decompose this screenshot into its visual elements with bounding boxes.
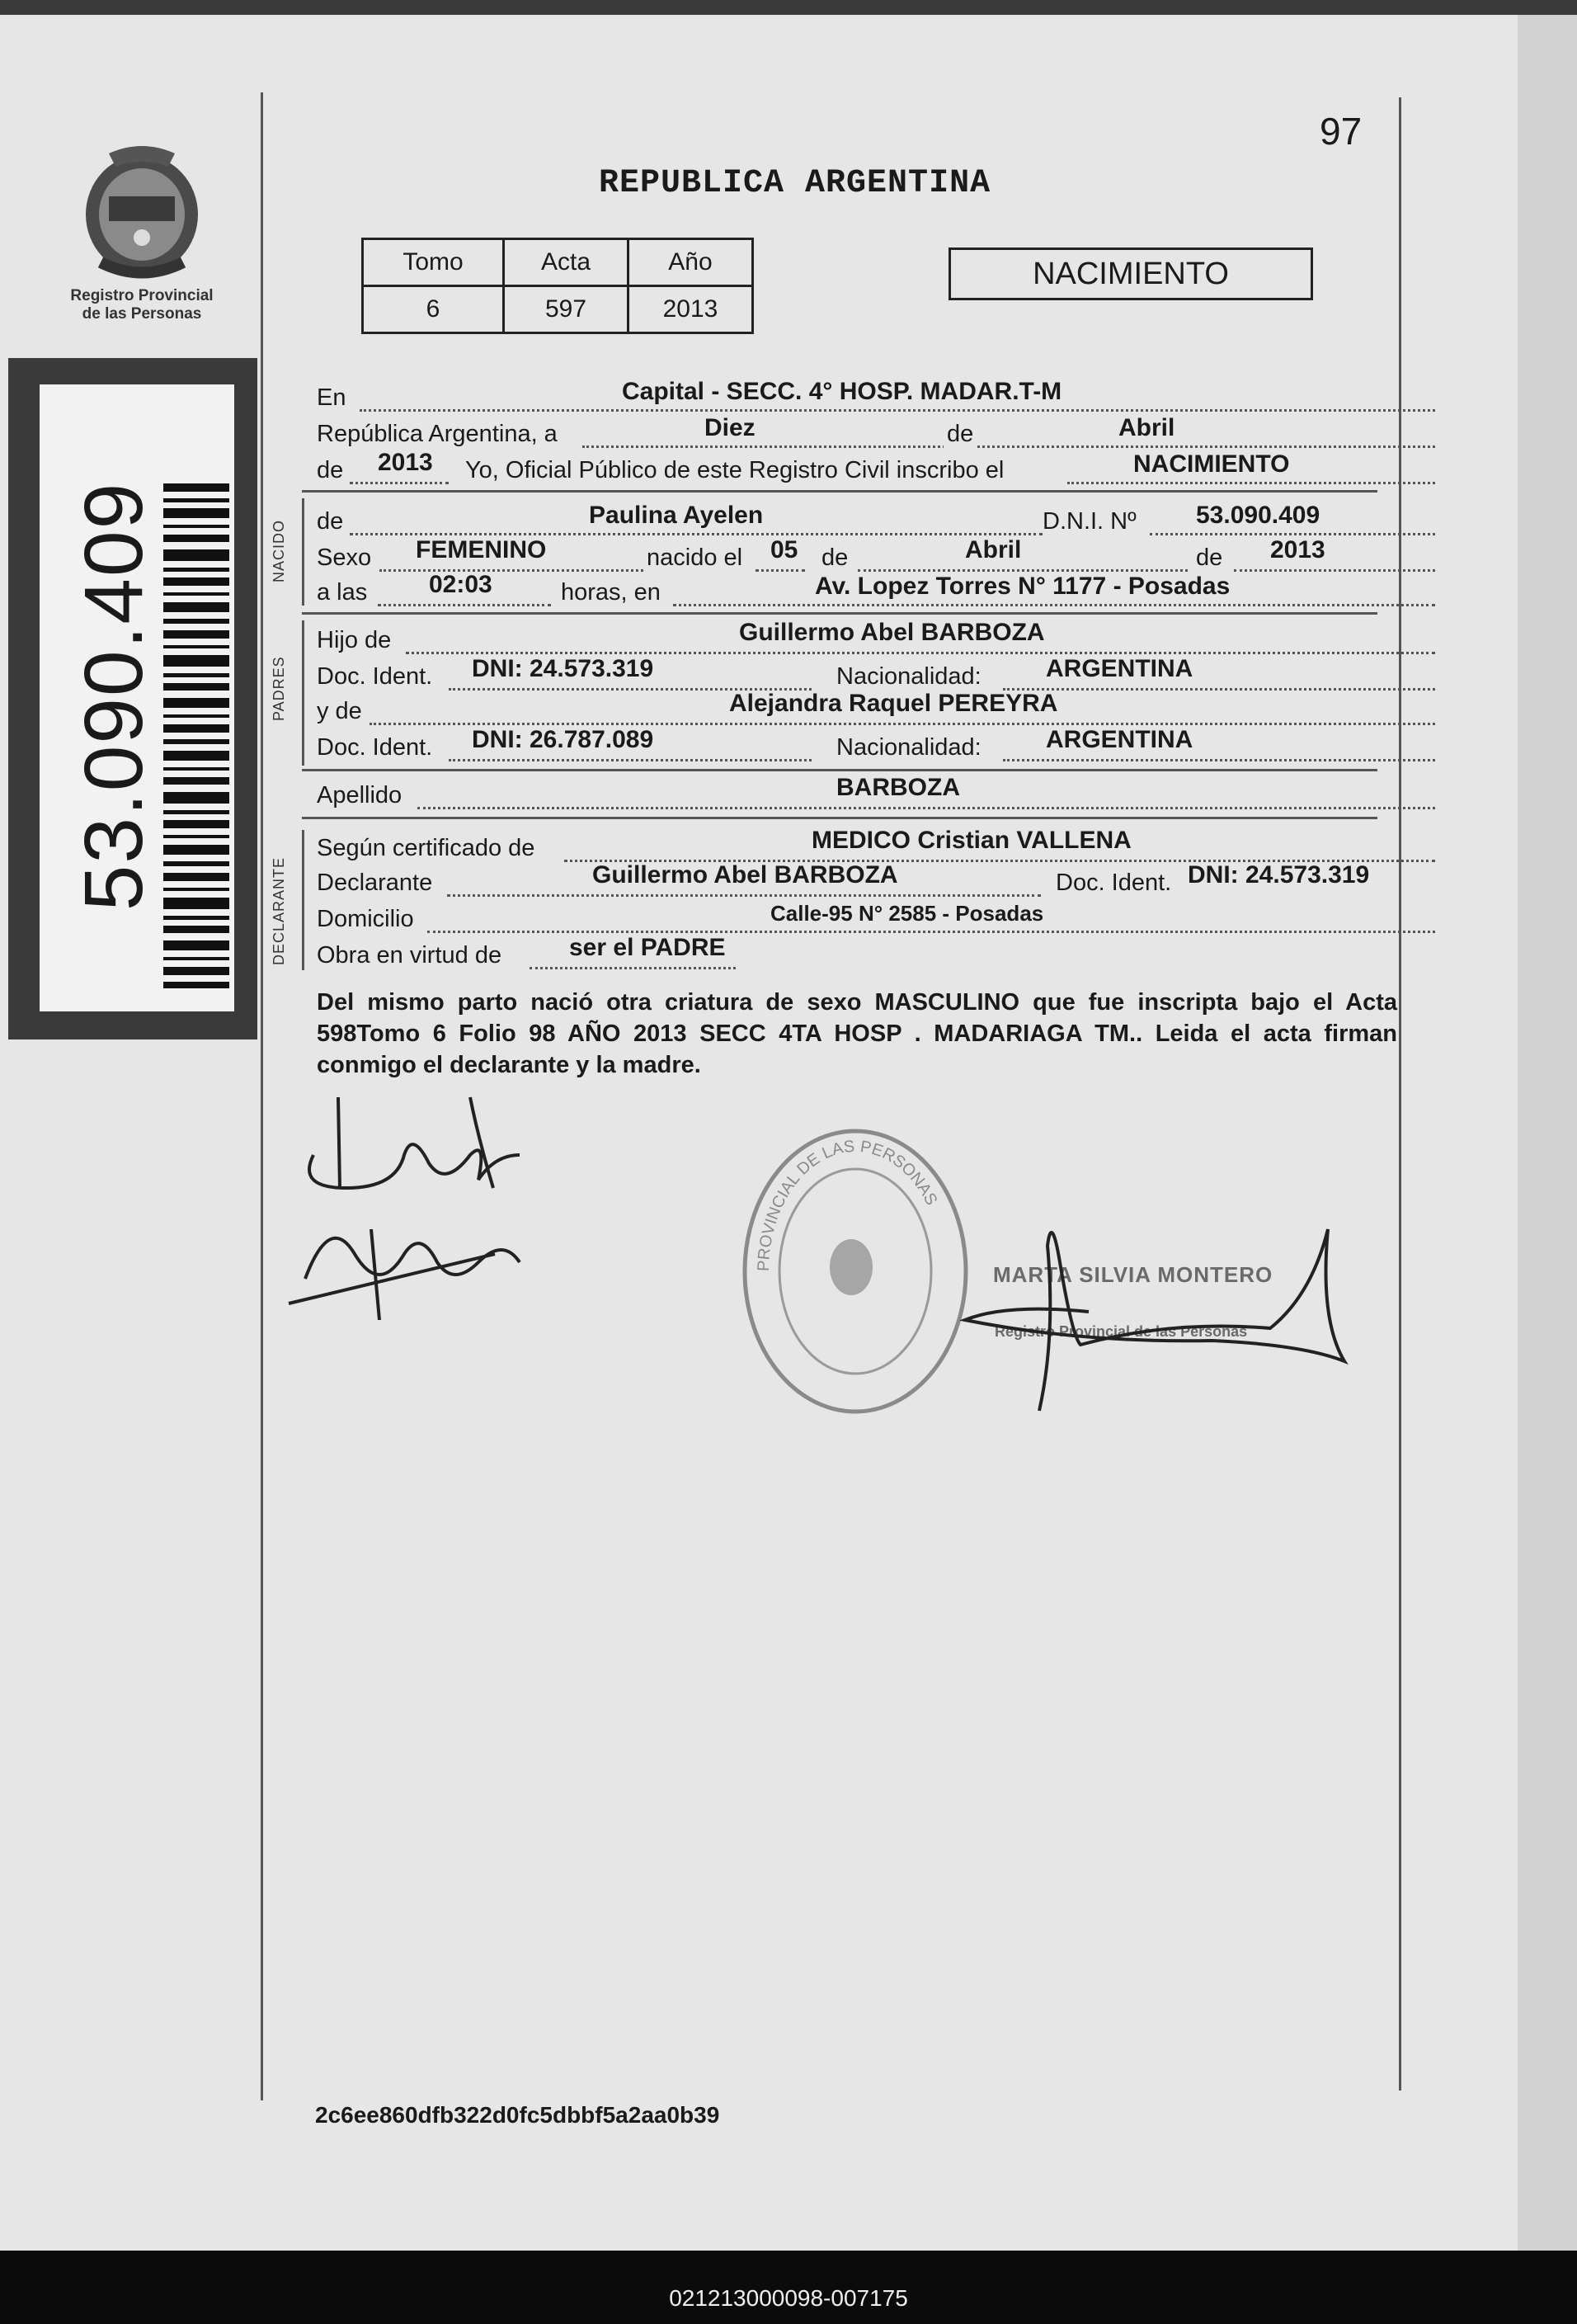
row-declarante (317, 861, 1435, 899)
section-separator (302, 769, 1377, 771)
official-signature (957, 1196, 1353, 1427)
value-apellido: BARBOZA (836, 774, 960, 801)
dotted-line (1150, 533, 1435, 535)
document-title: REPUBLICA ARGENTINA (599, 165, 991, 202)
label-segun-certificado: Según certificado de (317, 835, 535, 861)
dotted-line (449, 759, 812, 761)
label-en: En (317, 384, 346, 411)
row-nombre (317, 502, 1435, 538)
value-padre-doc: DNI: 24.573.319 (472, 655, 654, 682)
dotted-line (350, 482, 449, 484)
registry-value-acta: 597 (504, 286, 628, 333)
page-right-edge (1518, 15, 1577, 2251)
label-y-de: y de (317, 698, 362, 724)
label-doc-ident: Doc. Ident. (1056, 870, 1172, 896)
dotted-line (378, 604, 551, 606)
provincial-seal-icon (76, 139, 208, 287)
logo-caption-1: Registro Provincial (70, 287, 214, 304)
row-hora (317, 571, 1435, 609)
value-sexo: FEMENINO (416, 536, 547, 563)
value-madre-nac: ARGENTINA (1046, 726, 1193, 753)
registry-logo (59, 139, 224, 323)
dni-side-panel (8, 358, 257, 1039)
label-horas-en: horas, en (561, 579, 661, 606)
registry-header-tomo: Tomo (363, 239, 504, 286)
label-doc-ident: Doc. Ident. (317, 734, 433, 761)
seal-arc-text: PROVINCIAL DE LAS PERSONAS (754, 1137, 941, 1272)
label-republica: República Argentina, a (317, 421, 558, 447)
value-lugar: Capital - SECC. 4° HOSP. MADAR.T-M (622, 378, 1062, 405)
record-type-box: NACIMIENTO (949, 247, 1313, 300)
row-certificado (317, 827, 1435, 865)
official-name: MARTA SILVIA MONTERO (993, 1262, 1273, 1287)
dotted-line (379, 569, 643, 572)
section-bracket-declarante (302, 830, 304, 970)
registry-header-acta: Acta (504, 239, 628, 286)
dotted-line (350, 533, 1043, 535)
declarant-signature (280, 1064, 544, 1336)
value-padre-nac: ARGENTINA (1046, 655, 1193, 682)
label-apellido: Apellido (317, 782, 402, 808)
dotted-line (530, 967, 736, 969)
label-hijo-de: Hijo de (317, 627, 392, 653)
value-domicilio: Calle-95 N° 2585 - Posadas (770, 901, 1044, 926)
logo-caption-2: de las Personas (82, 305, 202, 323)
value-madre-doc: DNI: 26.787.089 (472, 726, 654, 753)
label-doc-ident: Doc. Ident. (317, 663, 433, 690)
dotted-line (756, 569, 805, 572)
value-declarante-doc: DNI: 24.573.319 (1188, 861, 1370, 889)
section-label-nacido: NACIDO (271, 519, 287, 582)
registry-table (361, 238, 754, 334)
value-en-virtud: ser el PADRE (569, 934, 726, 961)
dotted-line (427, 931, 1435, 933)
additional-note: Del mismo parto nació otra criatura de sexo MASCULINO que fue inscripta bajo el Acta 598Tomo 6 Folio 98 AÑO 2013 SECC 4TA HOSP . MADARIAGA TM.. Leida el acta firman conmigo el declarante y la madre. (317, 989, 1397, 1078)
row-inscribo (317, 449, 1435, 487)
value-madre: Alejandra Raquel PEREYRA (729, 690, 1058, 717)
dni-side-number: 53.090.409 (68, 481, 160, 912)
value-hora: 02:03 (429, 571, 492, 598)
label-dni: D.N.I. Nº (1043, 508, 1137, 535)
scan-footer-code: 021213000098-007175 (669, 2285, 908, 2311)
left-frame-line (261, 92, 263, 2100)
dotted-line (858, 569, 1188, 572)
section-bracket-nacido (302, 498, 304, 606)
value-tipo: NACIMIENTO (1133, 450, 1290, 478)
value-padre: Guillermo Abel BARBOZA (739, 619, 1045, 646)
label-de: de (821, 544, 849, 571)
label-nacionalidad: Nacionalidad: (836, 734, 982, 761)
dotted-line (406, 652, 1435, 654)
registry-table-header (363, 239, 753, 286)
row-apellido (317, 774, 1435, 812)
row-y-de (317, 690, 1435, 728)
section-separator (302, 817, 1377, 819)
dotted-line (673, 604, 1435, 606)
registry-header-anio: Año (628, 239, 753, 286)
value-declarante: Guillermo Abel BARBOZA (592, 861, 898, 889)
dotted-line (1003, 688, 1435, 691)
label-sexo: Sexo (317, 544, 372, 571)
row-domicilio (317, 903, 1435, 936)
dni-label (40, 384, 234, 1011)
label-nacionalidad: Nacionalidad: (836, 663, 982, 690)
value-mes-registro: Abril (1118, 414, 1175, 441)
registry-table-values (363, 286, 753, 333)
row-hijo-de (317, 619, 1435, 657)
value-dni: 53.090.409 (1196, 502, 1320, 529)
dotted-line (417, 807, 1435, 809)
document-hash: 2c6ee860dfb322d0fc5dbbf5a2aa0b39 (315, 2102, 720, 2128)
row-en (317, 378, 1435, 414)
value-mes-nac: Abril (965, 536, 1022, 563)
row-en-virtud (317, 934, 1435, 972)
section-separator (302, 490, 1377, 493)
label-nacido-el: nacido el (647, 544, 743, 571)
official-seal-icon (736, 1119, 975, 1424)
value-dia-nac: 05 (770, 536, 798, 563)
row-madre-doc (317, 726, 1435, 764)
top-edge (0, 0, 1577, 15)
official-office: Registro Provincial de las Personas (995, 1323, 1248, 1340)
section-bracket-padres (302, 620, 304, 766)
dotted-line (1003, 759, 1435, 761)
dotted-line (1067, 482, 1435, 484)
label-de: de (944, 421, 977, 448)
dotted-line (1234, 569, 1435, 572)
label-de: de (317, 457, 344, 483)
dotted-line (370, 723, 1435, 725)
value-certificado: MEDICO Cristian VALLENA (812, 827, 1132, 854)
value-anio-nac: 2013 (1270, 536, 1325, 563)
section-label-declarante: DECLARANTE (271, 856, 287, 965)
value-anio-registro: 2013 (378, 449, 433, 476)
row-republica (317, 414, 1435, 450)
value-dia-registro: Diez (704, 414, 756, 441)
page-number: 97 (1320, 110, 1363, 153)
row-sexo (317, 536, 1435, 574)
section-separator (302, 612, 1377, 615)
section-label-padres: PADRES (271, 656, 287, 721)
dotted-line (447, 894, 1041, 897)
dotted-line (360, 409, 1435, 412)
label-obra-en-virtud: Obra en virtud de (317, 942, 502, 969)
label-de: de (1196, 544, 1223, 571)
row-padre-doc (317, 655, 1435, 693)
label-yo-oficial: Yo, Oficial Público de este Registro Civil inscribo el (465, 457, 1005, 483)
value-lugar-nac: Av. Lopez Torres N° 1177 - Posadas (815, 573, 1231, 600)
barcode-icon (163, 483, 229, 995)
dotted-line (582, 445, 1435, 448)
label-de: de (317, 508, 344, 535)
label-a-las: a las (317, 579, 368, 606)
registry-value-tomo: 6 (363, 286, 504, 333)
value-nombre: Paulina Ayelen (589, 502, 764, 529)
label-domicilio: Domicilio (317, 906, 414, 932)
label-declarante: Declarante (317, 870, 433, 896)
registry-value-anio: 2013 (628, 286, 753, 333)
